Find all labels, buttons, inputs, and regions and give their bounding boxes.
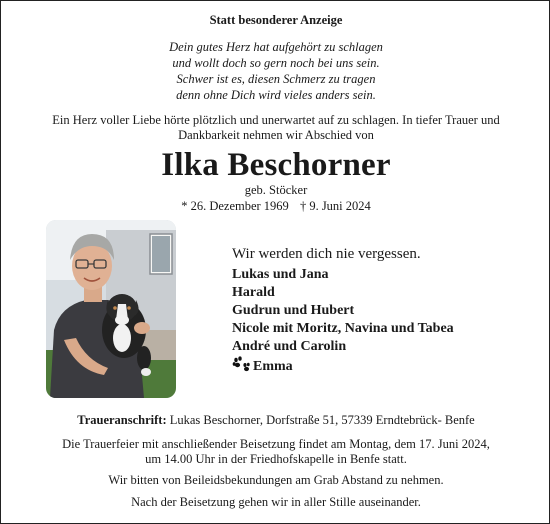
intro-text — [1, 113, 550, 143]
address-label: Traueranschrift: — [77, 413, 167, 427]
poem — [1, 39, 550, 103]
funeral-line: Die Trauerfeier mit anschließender Beisetzung findet am Montag, dem 17. Juni 2024, — [62, 437, 490, 451]
poem-line: denn ohne Dich wird vieles anders sein. — [176, 88, 376, 102]
mourner-name: Harald — [232, 285, 275, 300]
deceased-name: Ilka Beschorner — [161, 147, 391, 183]
birth-date: * 26. Dezember 1969 — [181, 199, 289, 213]
mourners-list — [232, 245, 454, 376]
mourner-name: Gudrun und Hubert — [232, 303, 355, 318]
funeral-line: um 14.00 Uhr in der Friedhofskapelle in Benfe statt. — [145, 452, 407, 466]
closing-note: Nach der Beisetzung gehen wir in aller Stille auseinander. — [131, 495, 421, 509]
intro-line: Dankbarkeit nehmen wir Abschied von — [178, 128, 374, 142]
mourner-name: Lukas und Jana — [232, 267, 329, 282]
death-date: † 9. Juni 2024 — [299, 199, 371, 213]
header-title: Statt besonderer Anzeige — [209, 13, 343, 27]
poem-line: Schwer ist es, diesen Schmerz zu tragen — [176, 72, 376, 86]
life-dates — [1, 199, 550, 214]
condolence-note: Wir bitten von Beileidsbekundungen am Grab Abstand zu nehmen. — [108, 473, 444, 487]
pet-name: Emma — [253, 359, 293, 374]
portrait-illustration — [46, 220, 176, 398]
intro-line: Ein Herz voller Liebe hörte plötzlich und unerwartet auf zu schlagen. In tiefer Trauer und — [52, 113, 500, 127]
address-value: Lukas Beschorner, Dorfstraße 51, 57339 Erndtebrück- Benfe — [169, 413, 475, 427]
paw-print-icon — [232, 356, 250, 372]
mourner-pet — [232, 356, 454, 376]
mourner-name: André und Carolin — [232, 339, 347, 354]
funeral-info — [1, 437, 550, 467]
mourning-address — [1, 413, 550, 428]
mourners-lead: Wir werden dich nie vergessen. — [232, 246, 421, 262]
birth-name: geb. Stöcker — [244, 183, 308, 197]
poem-line: und wollt doch so gern noch bei uns sein. — [172, 56, 380, 70]
mourner-name: Nicole mit Moritz, Navina und Tabea — [232, 321, 454, 336]
portrait-photo — [46, 220, 176, 398]
poem-line: Dein gutes Herz hat aufgehört zu schlagen — [169, 40, 383, 54]
